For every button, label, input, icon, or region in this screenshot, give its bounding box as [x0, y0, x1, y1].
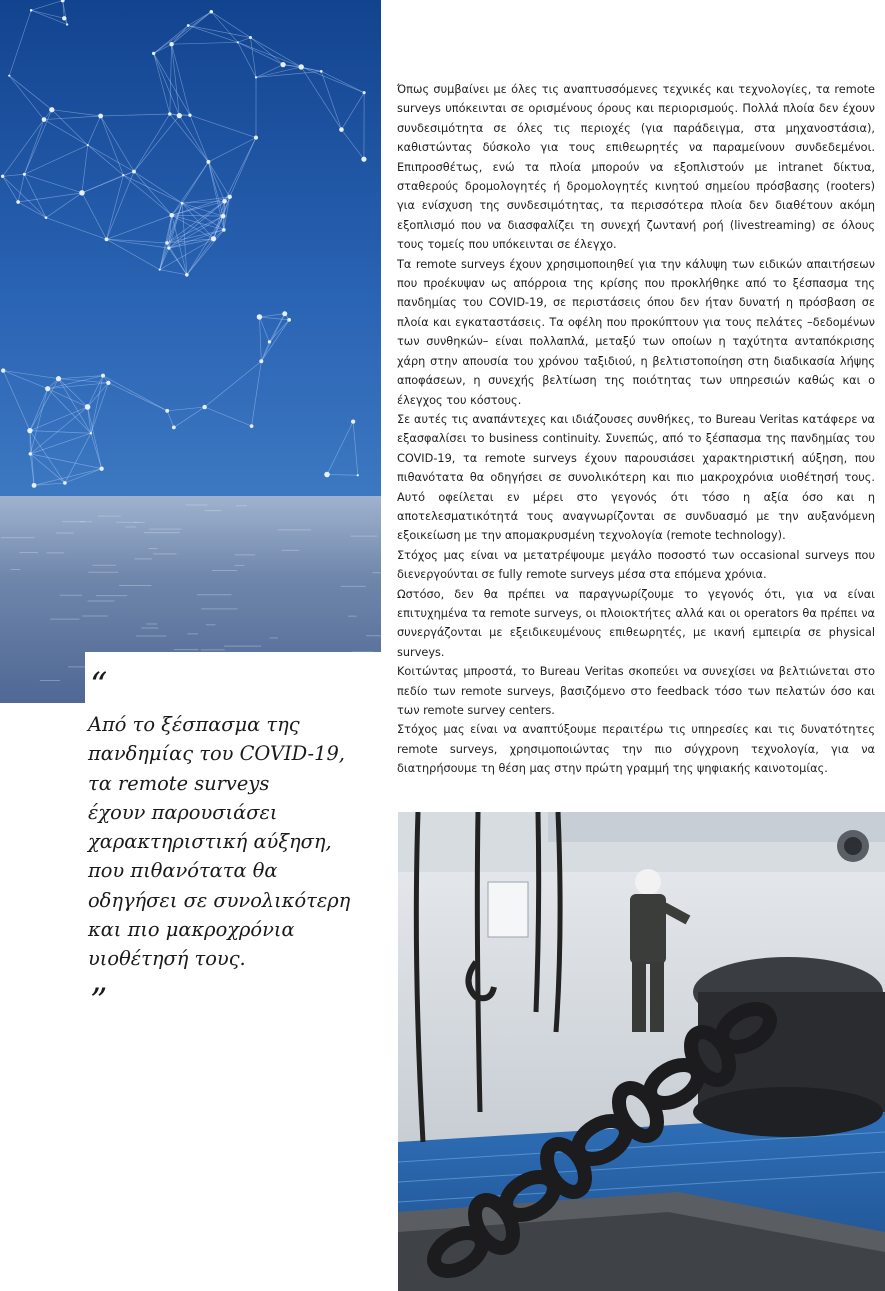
network-node	[132, 170, 136, 174]
quote-line: οδηγήσει σε συνολικότερη	[88, 888, 351, 912]
network-node	[167, 247, 170, 250]
network-node	[259, 359, 263, 363]
network-node	[29, 452, 33, 456]
network-node	[222, 228, 226, 232]
network-node	[250, 424, 254, 428]
network-node	[101, 374, 105, 378]
network-sea-image	[0, 0, 381, 703]
pull-quote-text	[88, 710, 358, 974]
network-node	[165, 409, 169, 413]
close-quote-mark: ”	[90, 981, 108, 1021]
network-node	[23, 173, 26, 176]
quote-line: χαρακτηριστική αύξηση,	[88, 830, 332, 854]
open-quote-mark: “	[90, 665, 108, 705]
network-node	[87, 144, 89, 146]
article-paragraph: Στόχος μας είναι να μετατρέψουμε μεγάλο ποσοστό των occasional surveys που διενεργούνται σε fully remote surveys μέσα στα επόμενα χρόνια.	[397, 548, 875, 582]
quote-line: Από το ξέσπασμα της	[88, 713, 300, 736]
network-node	[63, 481, 67, 485]
network-node	[211, 236, 216, 241]
network-node	[27, 428, 32, 433]
network-sea-illustration	[0, 0, 381, 703]
quote-line: υιοθέτησή τους.	[88, 947, 246, 971]
network-node	[268, 340, 271, 343]
network-node	[16, 200, 20, 204]
pull-quote	[85, 652, 385, 1021]
network-node	[187, 24, 190, 27]
network-node	[168, 112, 171, 115]
network-node	[169, 213, 174, 218]
network-node	[249, 36, 252, 39]
article-paragraph: Σε αυτές τις αναπάντεχες και ιδιάζουσες συνθήκες, το Bureau Veritas κατάφερε να εξασφαλίσει το business continuity. Συνεπώς, από το ξέσπασμα της πανδημίας του COVID-19, τα remote surveys έχουν παρουσιάσει χαρακτηριστική αύξηση, που πιθανότατα θα οδηγήσει σε συνολικότερη και πιο μακροχρόνια υιοθέτησή τους. Αυτό οφείλεται εν μέρει στο γεγονός ότι τόσο η αξία όσο και η αποτελεσματικότητά τους αναγνωρίζονται σε συνδυασμό με την αυξανόμενη εξοικείωση με την απομακρυσμένη τεχνολογία (remote technology).	[397, 412, 875, 543]
network-node	[32, 483, 37, 488]
network-node	[222, 199, 227, 204]
network-node	[62, 16, 66, 20]
network-node	[237, 41, 239, 43]
network-node	[98, 114, 103, 119]
network-node	[177, 113, 182, 118]
network-node	[165, 241, 168, 244]
network-node	[202, 405, 206, 409]
network-node	[79, 190, 85, 196]
network-node	[99, 466, 103, 470]
quote-line: έχουν παρουσιάσει	[88, 800, 278, 824]
network-node	[45, 386, 50, 391]
network-node	[361, 157, 366, 162]
article-paragraph: Όπως συμβαίνει με όλες τις αναπτυσσόμενες τεχνικές και τεχνολογίες, τα remote surveys υπόκεινται σε ορισμένους όρους και περιορισμούς. Πολλά πλοία δεν έχουν συνδεσιμότητα σε όλες τις περιοχές (για παράδειγμα, στα μηχανοστάσια), καθιστώντας δύσκολο για τους επιθεωρητές να παραμείνουν συνδεδεμένοι. Επιπροσθέτως, ενώ τα πλοία μπορούν να εξοπλιστούν με intranet δίκτυα, σταθερούς δρομολογητές ή δρομολογητές κινητού σημείου πρόσβασης (rooters) για ενίσχυση της συνδεσιμότητας, τα περισσότερα πλοία δεν διαθέτουν ακόμη εξοπλισμό που να διασφαλίζει τη συνεχή ζωντανή ροή (livestreaming) σε όλους τους τομείς που υπόκεινται σε έλεγχο.	[397, 83, 875, 252]
article-body	[397, 80, 875, 779]
network-node	[169, 42, 173, 46]
anchor-chain-illustration	[398, 812, 885, 1291]
network-node	[1, 175, 4, 178]
network-node	[255, 76, 257, 78]
quote-line: τα remote surveys	[88, 771, 270, 795]
network-node	[351, 419, 355, 423]
network-node	[320, 70, 323, 73]
network-node	[49, 107, 54, 112]
network-node	[339, 127, 344, 132]
article-paragraph: Κοιτώντας μπροστά, το Bureau Veritas σκοπεύει να συνεχίσει να βελτιώνεται στο πεδίο των remote surveys, βασιζόμενο στο feedback τόσο των πελατών όσο και των remote survey centers.	[397, 665, 875, 717]
network-node	[206, 160, 210, 164]
network-node	[85, 404, 91, 410]
network-node	[56, 376, 61, 381]
quote-line: και πιο μακροχρόνια	[88, 918, 295, 942]
network-node	[159, 269, 161, 271]
article-paragraph: Ωστόσο, δεν θα πρέπει να παραγνωρίζουμε το γεγονός ότι, για να είναι επιτυχημένα τα remote surveys, οι πλοιοκτήτες αλλά και οι operators θα πρέπει να συνεργάζονται με εξειδικευμένους επιθεωρητές, με ικανή εμπειρία σε physical surveys.	[397, 587, 875, 659]
quote-line: πανδημίας του COVID-19,	[88, 742, 345, 766]
quote-line: που πιθανότατα θα	[88, 859, 278, 883]
network-node	[105, 237, 109, 241]
network-node	[188, 114, 191, 117]
article-paragraph: Τα remote surveys έχουν χρησιμοποιηθεί για την κάλυψη των ειδικών απαιτήσεων που προέκυψαν ως απόρροια της κρίσης που προκλήθηκε από το ξέσπασμα της πανδημίας του COVID-19, σε περιστάσεις όπου δεν ήταν δυνατή η πρόσβαση σε πλοία και εγκαταστάσεις. Τα οφέλη που προκύπτουν για τους πελάτες –δεδομένων των συνθηκών– είναι πολλαπλά, μεταξύ των οποίων η ταχύτητα ανταπόκρισης χάρη στην απουσία του χρόνου ταξιδιού, η βελτιστοποίηση στη διαδικασία λήψης αποφάσεων, η συνεχής βελτίωση της ποιότητας των υπηρεσιών καθώς και ο έλεγχος του κόστους.	[397, 257, 875, 407]
network-node	[287, 318, 291, 322]
network-node	[280, 62, 285, 67]
network-node	[228, 195, 232, 199]
network-node	[254, 136, 258, 140]
network-node	[42, 117, 47, 122]
network-node	[363, 91, 366, 94]
network-node	[152, 52, 155, 55]
anchor-chain-photo	[398, 812, 885, 1291]
network-node	[282, 311, 287, 316]
network-node	[1, 368, 5, 372]
network-node	[181, 202, 184, 205]
article-paragraph: Στόχος μας είναι να αναπτύξουμε περαιτέρω τις υπηρεσίες και τις δυνατότητες remote surveys, χρησιμοποιώντας την πιο σύγχρονη τεχνολογία, για να διατηρήσουμε τη θέση μας στην πρώτη γραμμή της ψηφιακής καινοτομίας.	[397, 723, 875, 776]
network-node	[106, 381, 110, 385]
network-node	[8, 75, 10, 77]
network-node	[324, 472, 330, 478]
network-node	[30, 9, 33, 12]
network-node	[172, 426, 176, 430]
network-node	[185, 273, 189, 277]
network-node	[209, 10, 213, 14]
network-node	[122, 174, 124, 176]
network-node	[66, 23, 68, 25]
network-node	[257, 314, 262, 319]
network-node	[45, 216, 48, 219]
network-node	[90, 432, 92, 434]
network-node	[298, 64, 303, 69]
network-node	[221, 214, 226, 219]
network-node	[357, 474, 359, 476]
